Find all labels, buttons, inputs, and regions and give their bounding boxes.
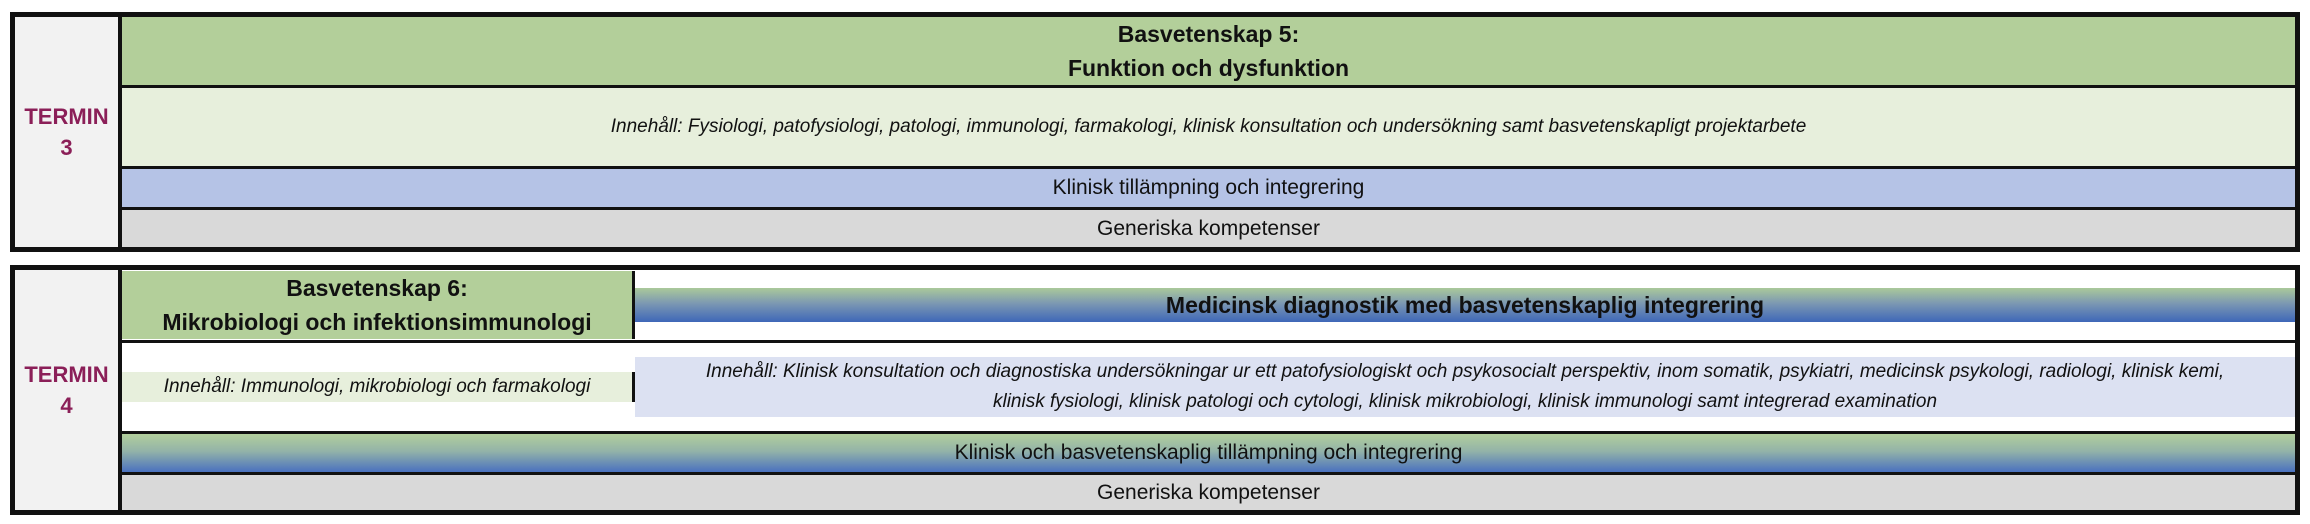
termin-4-left-title-cell (122, 271, 635, 339)
termin-4-right-content-line1: Innehåll: Klinisk konsultation och diagnostiska undersökningar ur ett patofysiologiskt och psykosocialt perspektiv, inom somatik, psykiatri, medicinsk psykologi, radiologi, klinisk kemi, (705, 361, 2225, 382)
termin-4-label-number: 4 (60, 393, 73, 418)
termin-4-application-text: Klinisk och basvetenskaplig tillämpning och integrering (954, 441, 1463, 464)
termin-3-application-row (122, 169, 2295, 210)
termin-4-right-content-line2: klinisk fysiologi, klinisk patologi och cytologi, klinisk mikrobiologi, klinisk immunologi samt integrerad examination (992, 391, 1938, 412)
termin-3-label (24, 101, 108, 163)
termin-4-application-row (122, 434, 2295, 475)
termin-4-right-content-cell (635, 357, 2295, 417)
termin-4-left-content-text: Innehåll: Immunologi, mikrobiologi och farmakologi (163, 376, 591, 397)
termin-3-generic-text: Generiska kompetenser (1097, 216, 1320, 240)
termin-4-right-title: Medicinsk diagnostik med basvetenskaplig integrering (1165, 292, 1765, 318)
termin-3-content-row (122, 88, 2295, 169)
termin-4-right-title-cell (635, 288, 2295, 322)
termin-3-course-title (122, 17, 2295, 88)
termin-4-label (24, 359, 108, 421)
termin-4-left-content-cell (122, 372, 635, 402)
termin-4-label-word: TERMIN (24, 362, 109, 387)
termin-3-label-cell (15, 17, 122, 247)
termin-4-label-cell (15, 270, 122, 510)
termin-4-title-row (122, 270, 2295, 343)
termin-3-content (122, 17, 2295, 247)
termin-3-application-text: Klinisk tillämpning och integrering (1052, 176, 1365, 199)
termin-3-block (10, 12, 2300, 252)
termin-4-block (10, 265, 2300, 515)
termin-4-left-title-line1: Basvetenskap 6: (286, 275, 468, 301)
termin-3-content-text: Innehåll: Fysiologi, patofysiologi, patologi, immunologi, farmakologi, klinisk konsultation och undersökning samt basvetenskapligt projektarbete (610, 116, 1807, 137)
termin-3-label-word: TERMIN (24, 104, 109, 129)
termin-3-generic-row (122, 210, 2295, 247)
termin-4-content (122, 270, 2295, 510)
termin-4-content-row (122, 343, 2295, 434)
termin-3-course-title-line1: Basvetenskap 5: (1117, 21, 1300, 47)
termin-4-generic-text: Generiska kompetenser (1097, 480, 1320, 504)
termin-4-left-title-line2: Mikrobiologi och infektionsimmunologi (162, 309, 592, 335)
termin-3-label-number: 3 (60, 135, 73, 160)
termin-4-generic-row (122, 475, 2295, 510)
termin-3-course-title-line2: Funktion och dysfunktion (1067, 55, 1350, 81)
